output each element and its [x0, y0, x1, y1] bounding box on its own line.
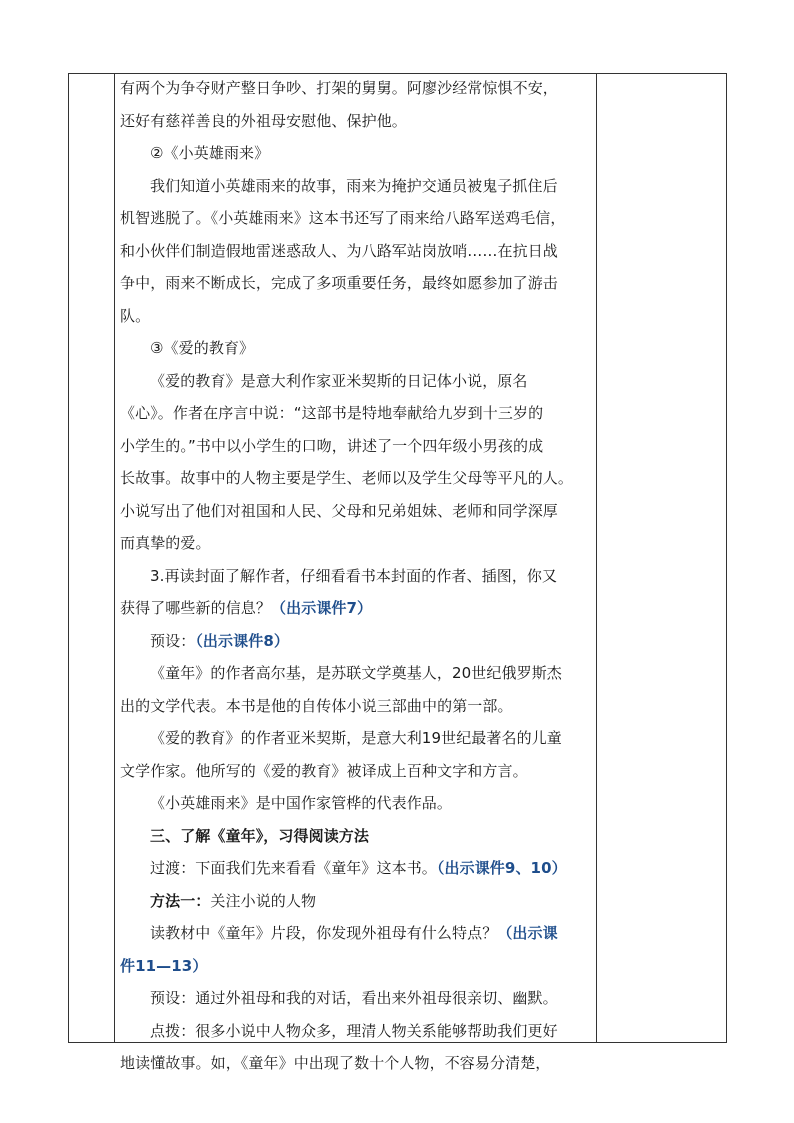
text-line: 有两个为争夺财产整日争吵、打架的舅舅。阿廖沙经常惊惧不安，	[120, 79, 558, 97]
slide-reference: （出示课件7）	[271, 599, 373, 617]
slide-reference: 件11—13）	[120, 956, 208, 975]
text-line: 点拨：很多小说中人物众多，理清人物关系能够帮助我们更好	[150, 1021, 558, 1040]
slide-reference: （出示课件8）	[195, 631, 289, 650]
text-line: 出的文学代表。本书是他的自传体小说三部曲中的第一部。	[120, 696, 513, 715]
text-line: 和小伙伴们制造假地雷迷惑敌人、为八路军站岗放哨……在抗日战	[120, 241, 558, 260]
text-line	[120, 600, 596, 633]
subheading-book: ②《小英雄雨来》	[150, 144, 270, 162]
content-cell	[115, 74, 599, 1072]
text-line: 小说写出了他们对祖国和人民、父母和兄弟姐妹、老师和同学深厚	[120, 501, 558, 520]
question-text: 获得了哪些新的信息？	[120, 599, 272, 617]
section-heading: 三、了解《童年》，习得阅读方法	[150, 826, 370, 845]
text-line: 争中，雨来不断成长，完成了多项重要任务，最终如愿参加了游击	[120, 274, 558, 292]
lesson-table	[68, 73, 727, 1072]
text-line: 《童年》的作者高尔基，是苏联文学奠基人，20世纪俄罗斯杰	[150, 664, 562, 682]
text-line: 而真挚的爱。	[120, 534, 211, 552]
text-line: 长故事。故事中的人物主要是学生、老师以及学生父母等平凡的人。	[120, 469, 574, 487]
text-line: 小学生的。”书中以小学生的口吻，讲述了一个四年级小男孩的成	[120, 436, 544, 455]
preset-label: 预设：	[150, 631, 196, 650]
text-line	[120, 893, 596, 926]
lesson-text	[120, 80, 596, 1088]
text-line: 《小英雄雨来》是中国作家管桦的代表作品。	[150, 794, 453, 812]
text-line: 《爱的教育》是意大利作家亚米契斯的日记体小说，原名	[150, 371, 528, 390]
text-line: 3.再读封面了解作者，仔细看看书本封面的作者、插图，你又	[150, 566, 558, 585]
text-line	[120, 925, 596, 958]
subheading-book: ③《爱的教育》	[150, 339, 255, 357]
text-line: 预设：通过外祖母和我的对话，看出来外祖母很亲切、幽默。	[150, 989, 558, 1007]
text-line	[120, 633, 596, 666]
text-line: 文学作家。他所写的《爱的教育》被译成上百种文字和方言。	[120, 761, 528, 780]
transition-text: 过渡：下面我们先来看看《童年》这本书。	[150, 859, 437, 877]
text-line: 《爱的教育》的作者亚米契斯，是意大利19世纪最著名的儿童	[150, 729, 562, 747]
method-label: 方法一：	[150, 891, 211, 910]
text-line: 还好有慈祥善良的外祖母安慰他、保护他。	[120, 111, 407, 130]
text-line: 我们知道小英雄雨来的故事，雨来为掩护交通员被鬼子抓住后	[150, 176, 558, 195]
text-line: 《心》。作者在序言中说：“这部书是特地奉献给九岁到十三岁的	[120, 404, 544, 422]
method-text: 关注小说的人物	[210, 891, 317, 910]
text-line: 队。	[120, 306, 151, 325]
slide-reference: （出示课件9、10）	[436, 859, 567, 877]
text-line: 机智逃脱了。《小英雄雨来》这本书还写了雨来给八路军送鸡毛信，	[120, 209, 566, 227]
text-line	[120, 860, 596, 893]
question-text: 读教材中《童年》片段，你发现外祖母有什么特点？	[150, 924, 498, 942]
text-line: 地读懂故事。如，《童年》中出现了数十个人物，不容易分清楚，	[120, 1054, 551, 1072]
slide-reference: （出示课	[497, 924, 558, 942]
